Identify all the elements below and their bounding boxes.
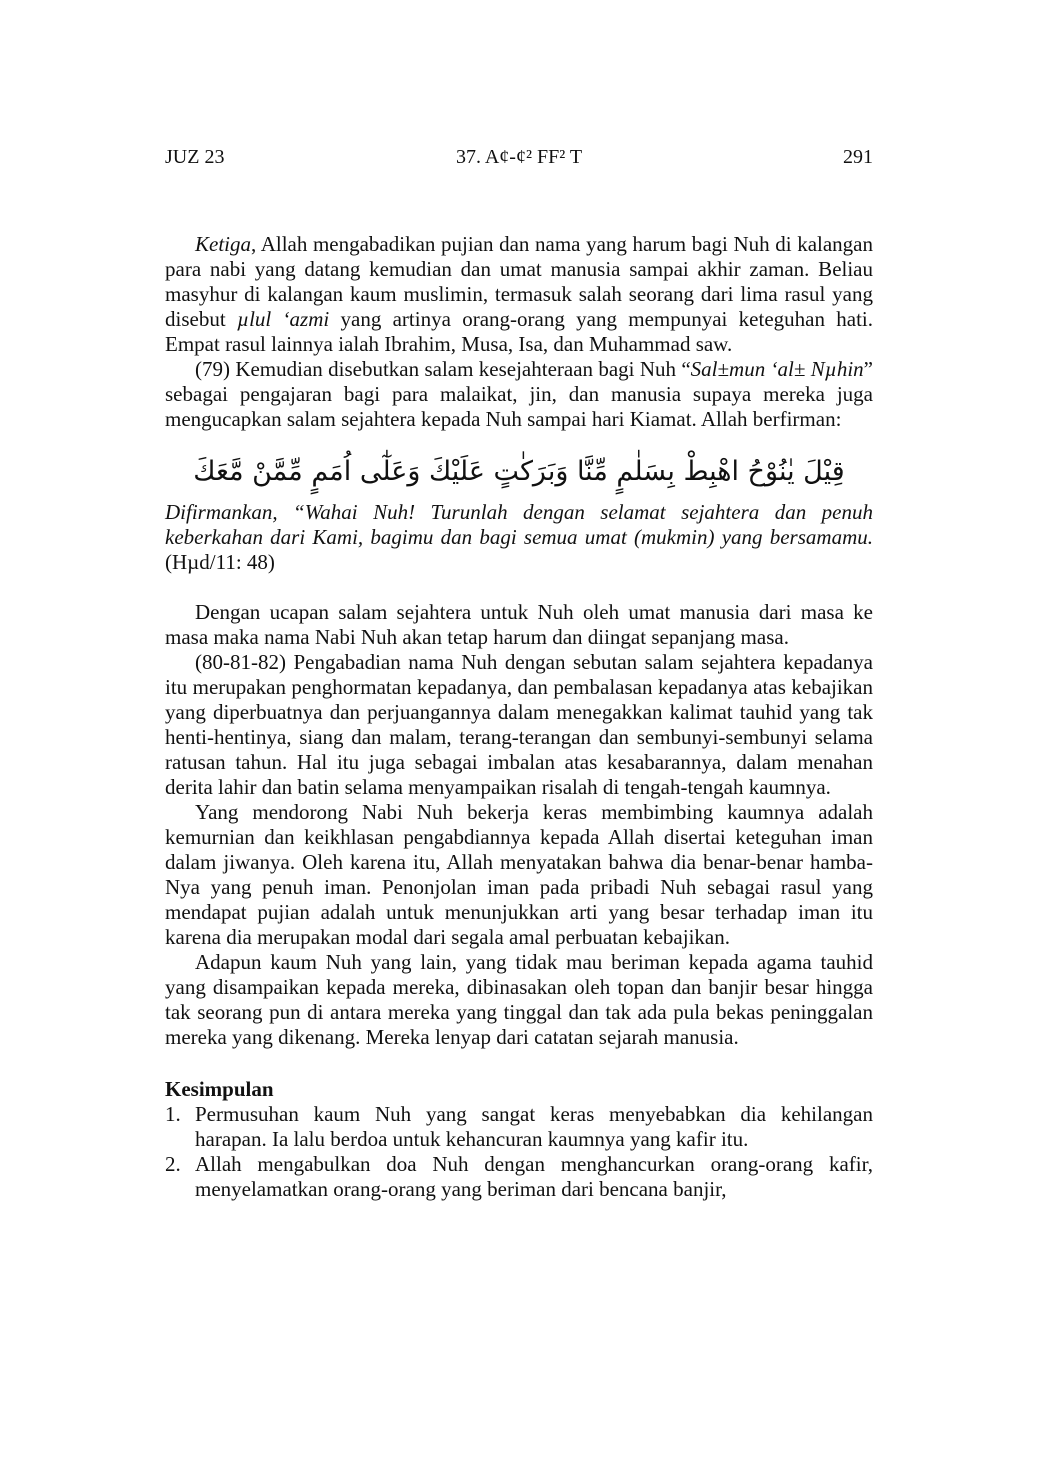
spacer xyxy=(165,575,873,600)
paragraph-salam: Dengan ucapan salam sejahtera untuk Nuh oleh umat manusia dari masa ke masa maka nama Nabi Nuh akan tetap harum dan diingat sepanjang masa. xyxy=(165,600,873,649)
list-item-number: 1. xyxy=(165,1102,181,1126)
paragraph-text: (79) Kemudian disebutkan salam kesejahteraan bagi Nuh “ xyxy=(195,357,691,381)
surah-title: 37. A¢-¢² FF² T xyxy=(455,146,583,168)
list-item xyxy=(165,1102,873,1152)
paragraph-lead-term: Ketiga xyxy=(195,232,251,256)
paragraph-verse-80-82: (80-81-82) Pengabadian nama Nuh dengan sebutan salam sejahtera kepadanya itu merupakan penghormatan kepadanya, dan pembalasan kepadanya atas kebajikan yang diperbuatnya dan perjuangannya dalam menegakkan kalimat tauhid yang tak henti-hentinya, siang dan malam, terang-terangan dan sembunyi-sembunyi selama ratusan tahun. Hal itu juga sebagai imbalan atas kesabarannya, dalam menahan derita lahir dan batin selama menyampaikan risalah di tengah-tengah kaumnya. xyxy=(165,650,873,799)
paragraph-verse-79 xyxy=(165,357,873,432)
juz-label: JUZ 23 xyxy=(165,146,225,168)
paragraph-kaum-nuh: Adapun kaum Nuh yang lain, yang tidak mau beriman kepada agama tauhid yang disampaikan kepada mereka, dibinasakan oleh topan dan banjir besar hingga tak seorang pun di antara mereka yang tinggal dan tak ada pula bekas peninggalan mereka yang dikenang. Mereka lenyap dari catatan sejarah manusia. xyxy=(165,950,873,1049)
list-item-text: Allah mengabulkan doa Nuh dengan menghancurkan orang-orang kafir, menyelamatkan orang-orang yang beriman dari bencana banjir, xyxy=(195,1152,873,1201)
list-item-text: Permusuhan kaum Nuh yang sangat keras menyebabkan dia kehilangan harapan. Ia lalu berdoa untuk kehancuran kaumnya yang kafir itu. xyxy=(195,1102,873,1151)
list-item xyxy=(165,1152,873,1202)
verse-reference: (Hµd/11: 48) xyxy=(165,550,275,574)
verse-translation xyxy=(165,500,873,575)
page-content xyxy=(165,232,873,1202)
paragraph-ketiga xyxy=(165,232,873,357)
running-header xyxy=(165,146,873,174)
arabic-term: Sal±mun ‘al± Nµhin xyxy=(690,357,864,381)
paragraph-text: , Allah mengabadikan pujian dan nama yang harum bagi Nuh di kalangan para nabi yang datang kemudian dan umat manusia sampai akhir zaman. Beliau masyhur di kalangan kaum muslimin, termasuk salah seorang dari lima rasul yang disebut xyxy=(165,232,873,331)
conclusion-heading: Kesimpulan xyxy=(165,1077,274,1101)
paragraph-text: ” sebagai pengajaran bagi para malaikat, jin, dan manusia supaya mereka juga mengucapkan salam sejahtera kepada Nuh sampai hari Kiamat. Allah berfirman: xyxy=(165,357,873,431)
translation-text: Difirmankan, “Wahai Nuh! Turunlah dengan selamat sejahtera dan penuh keberkahan dari Kami, bagimu dan bagi semua umat (mukmin) yang bersamamu. xyxy=(165,500,873,549)
conclusion-list xyxy=(165,1102,873,1202)
arabic-term: µlul ‘azmi xyxy=(236,307,330,331)
paragraph-text: yang artinya orang-orang yang mempunyai keteguhan hati. Empat rasul lainnya ialah Ibrahim, Musa, Isa, dan Muhammad saw. xyxy=(165,307,874,356)
paragraph-motivation: Yang mendorong Nabi Nuh bekerja keras membimbing kaumnya adalah kemurnian dan keikhlasan pengabdiannya kepada Allah disertai keteguhan iman dalam jiwanya. Oleh karena itu, Allah menyatakan bahwa dia benar-benar hamba-Nya yang penuh iman. Penonjolan iman pada pribadi Nuh sebagai rasul yang mendapat pujian adalah untuk menunjukkan arti yang besar terhadap iman itu karena dia merupakan modal dari segala amal perbuatan kebajikan. xyxy=(165,800,873,949)
arabic-verse: قِيْلَ يٰنُوْحُ اهْبِطْ بِسَلٰمٍ مِّنَّا وَبَرَكٰتٍ عَلَيْكَ وَعَلٰٓى اُمَمٍ مِّمَّنْ مَّعَكَ xyxy=(193,456,845,487)
page-number: 291 xyxy=(843,146,873,168)
list-item-number: 2. xyxy=(165,1152,181,1176)
